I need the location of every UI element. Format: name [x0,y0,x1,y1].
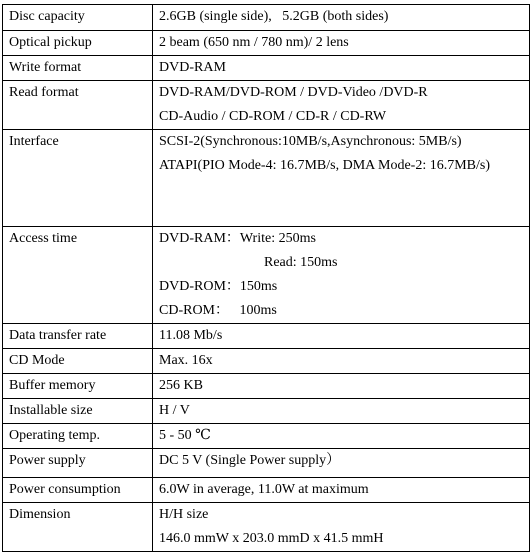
spec-table [2,4,530,552]
interface-atapi: ATAPI(PIO Mode-4: 16.7MB/s, DMA Mode-2: 16.7MB/s) [159,158,491,173]
spec-label: CD Mode [3,349,153,374]
spec-value [153,130,530,227]
table-row [3,5,530,31]
spec-value: H / V [153,399,530,424]
table-row [3,130,530,227]
spec-label: Buffer memory [3,374,153,399]
read-format-line: DVD-RAM/DVD-ROM / DVD-Video /DVD-R [159,85,428,100]
table-row [3,81,530,130]
spec-label: Read format [3,81,153,130]
spec-value: Max. 16x [153,349,530,374]
spec-value: 256 KB [153,374,530,399]
spec-value: 11.08 Mb/s [153,324,530,349]
access-dvd-ram-read: Read: 150ms [264,255,338,270]
access-cd-rom: CD-ROM： 100ms [159,303,277,318]
spec-value: DC 5 V (Single Power supply） [153,449,530,478]
table-row [3,56,530,81]
spec-value [153,227,530,324]
interface-scsi: SCSI-2(Synchronous:10MB/s,Asynchronous: 5MB/s) [159,134,462,149]
dimension-line: 146.0 mmW x 203.0 mmD x 41.5 mmH [159,531,384,546]
spec-label: Disc capacity [3,5,153,31]
spec-label: Optical pickup [3,31,153,56]
table-row [3,503,530,552]
spec-value: 5 - 50 ℃ [153,424,530,449]
spec-value [153,503,530,552]
table-row [3,399,530,424]
table-row [3,227,530,324]
table-row [3,449,530,478]
spec-value: 2.6GB (single side), 5.2GB (both sides) [153,5,530,31]
spec-label: Installable size [3,399,153,424]
table-row [3,324,530,349]
spec-value: 2 beam (650 nm / 780 nm)/ 2 lens [153,31,530,56]
spec-value: 6.0W in average, 11.0W at maximum [153,478,530,503]
table-row [3,478,530,503]
spec-label: Power consumption [3,478,153,503]
spec-value: DVD-RAM [153,56,530,81]
access-dvd-rom: DVD-ROM：150ms [159,279,278,294]
read-format-line: CD-Audio / CD-ROM / CD-R / CD-RW [159,109,387,124]
spec-label: Interface [3,130,153,227]
spec-label: Operating temp. [3,424,153,449]
table-row [3,31,530,56]
dimension-line: H/H size [159,507,209,522]
spec-label: Write format [3,56,153,81]
access-dvd-ram-write: DVD-RAM：Write: 250ms [159,231,316,246]
table-row [3,349,530,374]
table-row [3,374,530,399]
table-row [3,424,530,449]
spec-label: Data transfer rate [3,324,153,349]
spec-label: Dimension [3,503,153,552]
spec-value [153,81,530,130]
spec-label: Access time [3,227,153,324]
spec-label: Power supply [3,449,153,478]
